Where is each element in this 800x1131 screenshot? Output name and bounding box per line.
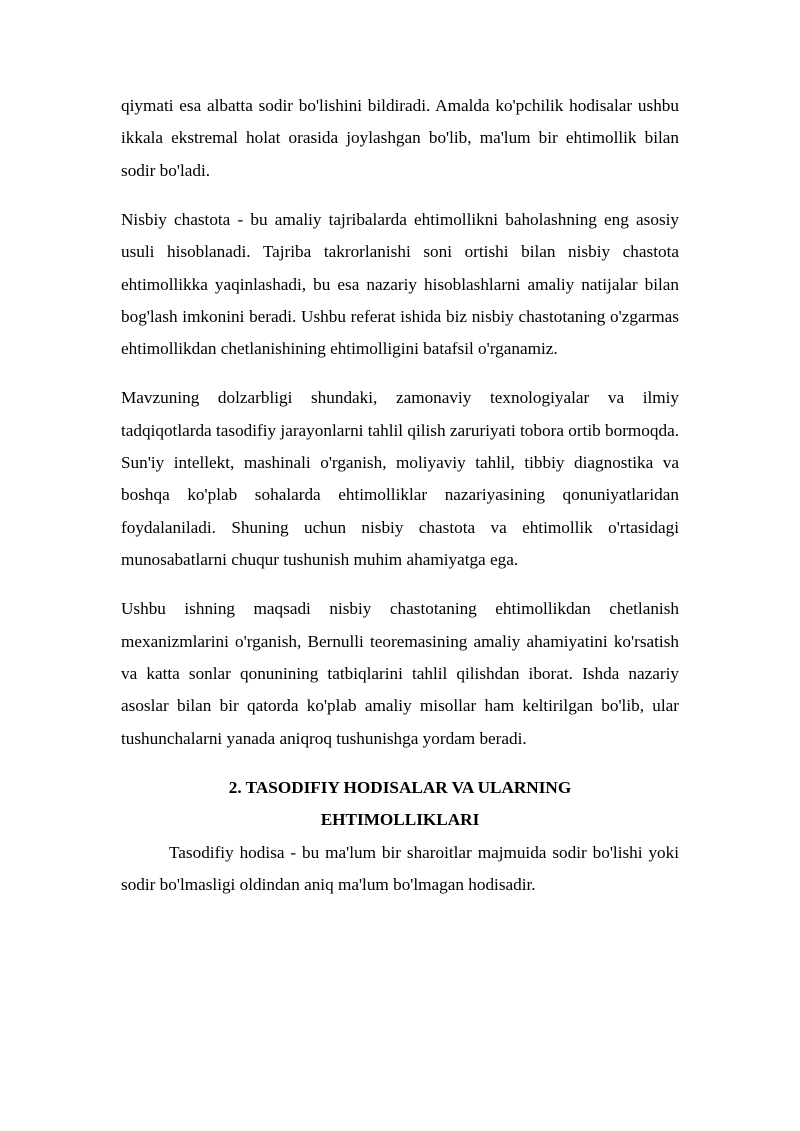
section-heading-line-2: EHTIMOLLIKLARI — [320, 810, 480, 830]
section-heading-line-1: 2. TASODIFIY HODISALAR VA ULARNING — [228, 777, 572, 797]
document-page — [121, 90, 679, 901]
paragraph-relevance: Mavzuning dolzarbligi shundaki, zamonaviy texnologiyalar va ilmiy tadqiqotlarda tasodifiy jarayonlarni tahlil qilish zaruriyati tobora ortib bormoqda. Sun'iy intellekt, mashinali o'rganish, moliyaviy tahlil, tibbiy diagnostika va boshqa ko'plab sohalarda ehtimolliklar nazariyasining qonuniyatlaridan foydalaniladi. Shuning uchun nisbiy chastota va ehtimollik o'rtasidagi munosabatlarni chuqur tushunish muhim ahamiyatga ega. — [121, 388, 679, 570]
section-heading — [121, 772, 679, 837]
paragraph-relative-frequency: Nisbiy chastota - bu amaliy tajribalarda ehtimollikni baholashning eng asosiy usuli hisoblanadi. Tajriba takrorlanishi soni ortishi bilan nisbiy chastota ehtimollikka yaqinlashadi, bu esa nazariy hisoblashlarni amaliy natijalar bilan bog'lash imkonini beradi. Ushbu referat ishida biz nisbiy chastotaning o'zgarmas ehtimollikdan chetlanishining ehtimolligini batafsil o'rganamiz. — [121, 209, 679, 359]
paragraph-random-event: Tasodifiy hodisa - bu ma'lum bir sharoitlar majmuida sodir bo'lishi yoki sodir bo'lmasligi oldindan aniq ma'lum bo'lmagan hodisadir. — [121, 842, 679, 894]
paragraph-intro-continuation: qiymati esa albatta sodir bo'lishini bildiradi. Amalda ko'pchilik hodisalar ushbu ikkala ekstremal holat orasida joylashgan bo'lib, ma'lum bir ehtimollik bilan sodir bo'ladi. — [121, 96, 679, 180]
paragraph-purpose: Ushbu ishning maqsadi nisbiy chastotaning ehtimollikdan chetlanish mexanizmlarini o'rganish, Bernulli teoremasining amaliy ahamiyatini ko'rsatish va katta sonlar qonunining tatbiqlarini tahlil qilishdan iborat. Ishda nazariy asoslar bilan bir qatorda ko'plab amaliy misollar ham keltirilgan bo'lib, ular tushunchalarni yanada aniqroq tushunishga yordam beradi. — [121, 599, 679, 748]
